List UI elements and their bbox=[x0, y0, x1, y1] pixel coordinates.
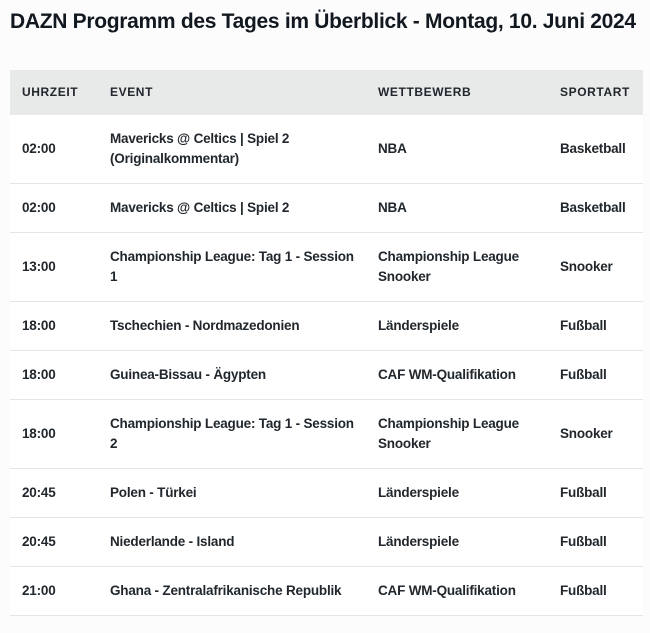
cell-time: 18:00 bbox=[10, 351, 98, 400]
table-row bbox=[10, 518, 643, 567]
cell-sport: Basketball bbox=[548, 184, 643, 233]
cell-time: 02:00 bbox=[10, 115, 98, 184]
cell-event: Championship League: Tag 1 - Session 2 bbox=[98, 400, 366, 469]
cell-competition: NBA bbox=[366, 115, 548, 184]
cell-time: 18:00 bbox=[10, 302, 98, 351]
cell-competition: CAF WM-Qualifikation bbox=[366, 351, 548, 400]
column-header-uhrzeit: UHRZEIT bbox=[10, 70, 98, 115]
cell-competition: NBA bbox=[366, 184, 548, 233]
cell-sport: Fußball bbox=[548, 469, 643, 518]
column-header-sportart: SPORTART bbox=[548, 70, 643, 115]
table-row bbox=[10, 400, 643, 469]
cell-sport: Snooker bbox=[548, 233, 643, 302]
column-header-event: EVENT bbox=[98, 70, 366, 115]
cell-time: 21:00 bbox=[10, 567, 98, 616]
table-row bbox=[10, 567, 643, 616]
cell-competition: Länderspiele bbox=[366, 302, 548, 351]
column-header-wettbewerb: WETTBEWERB bbox=[366, 70, 548, 115]
cell-time: 20:45 bbox=[10, 518, 98, 567]
cell-competition: CAF WM-Qualifikation bbox=[366, 567, 548, 616]
table-row bbox=[10, 469, 643, 518]
program-table bbox=[10, 70, 643, 616]
cell-time: 20:45 bbox=[10, 469, 98, 518]
table-body bbox=[10, 115, 643, 616]
cell-event: Mavericks @ Celtics | Spiel 2 bbox=[98, 184, 366, 233]
table-header bbox=[10, 70, 643, 115]
cell-event: Polen - Türkei bbox=[98, 469, 366, 518]
cell-time: 02:00 bbox=[10, 184, 98, 233]
cell-competition: Länderspiele bbox=[366, 469, 548, 518]
cell-time: 13:00 bbox=[10, 233, 98, 302]
page-title: DAZN Programm des Tages im Überblick - Montag, 10. Juni 2024 bbox=[10, 10, 636, 33]
cell-event: Guinea-Bissau - Ägypten bbox=[98, 351, 366, 400]
cell-event: Tschechien - Nordmazedonien bbox=[98, 302, 366, 351]
cell-sport: Fußball bbox=[548, 351, 643, 400]
table-row bbox=[10, 351, 643, 400]
table-row bbox=[10, 233, 643, 302]
cell-event: Championship League: Tag 1 - Session 1 bbox=[98, 233, 366, 302]
cell-event: Niederlande - Island bbox=[98, 518, 366, 567]
cell-event: Ghana - Zentralafrikanische Republik bbox=[98, 567, 366, 616]
cell-sport: Basketball bbox=[548, 115, 643, 184]
table-row bbox=[10, 302, 643, 351]
cell-time: 18:00 bbox=[10, 400, 98, 469]
cell-sport: Snooker bbox=[548, 400, 643, 469]
cell-competition: Championship League Snooker bbox=[366, 233, 548, 302]
table-row bbox=[10, 184, 643, 233]
table-row bbox=[10, 115, 643, 184]
header-row bbox=[10, 70, 643, 115]
cell-competition: Länderspiele bbox=[366, 518, 548, 567]
cell-sport: Fußball bbox=[548, 518, 643, 567]
cell-event: Mavericks @ Celtics | Spiel 2 (Originalkommentar) bbox=[98, 115, 366, 184]
cell-competition: Championship League Snooker bbox=[366, 400, 548, 469]
cell-sport: Fußball bbox=[548, 302, 643, 351]
cell-sport: Fußball bbox=[548, 567, 643, 616]
